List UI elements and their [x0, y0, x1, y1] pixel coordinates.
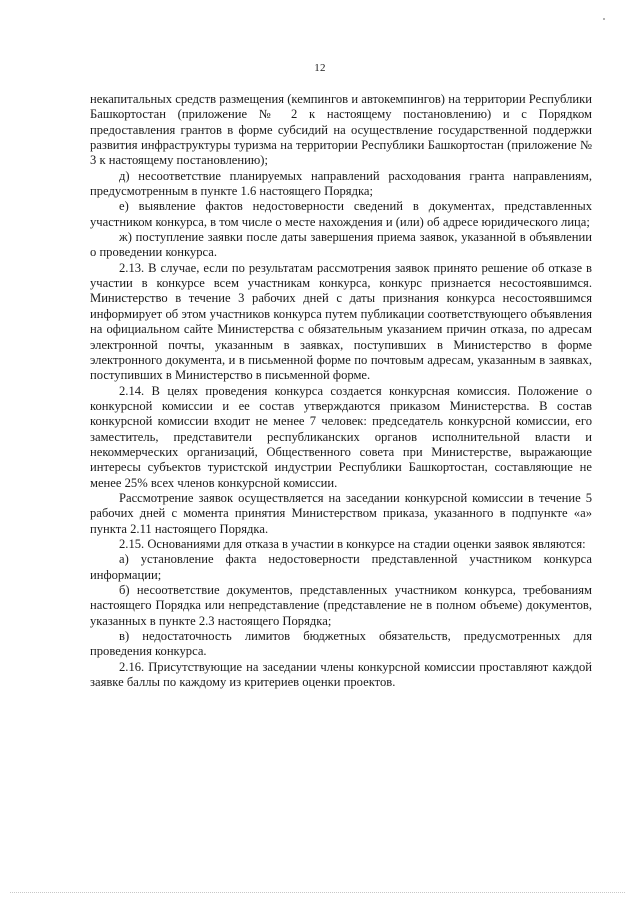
page-number: 12: [314, 62, 326, 74]
paragraph-review: Рассмотрение заявок осуществляется на заседании конкурсной комиссии в течение 5 рабочих дней с момента принятия Министерством приказа, указанного в подпункте «а» пункта 2.11 настоящего Порядка.: [90, 490, 592, 536]
paragraph-item-e: е) выявление фактов недостоверности сведений в документах, представленных участником конкурса, в том числе о месте нахождения и (или) об адресе юридического лица;: [90, 199, 592, 229]
paragraph-2-13: 2.13. В случае, если по результатам рассмотрения заявок принято решение об отказе в участии в конкурсе всем участникам конкурса, конкурс признается несостоявшимся. Министерство в течение 3 рабочих дней с даты признания конкурса несостоявшимся информирует об этом участников конкурса путем публикации соответствующего объявления на официальном сайте Министерства с обязательным указанием причин отказа, по адресам электронной почты, указанным в заявках, поступивших в Министерство в форме электронного документа, и в письменной форме по почтовым адресам, указанным в заявках, поступивших в Министерство в письменной форме.: [90, 260, 592, 383]
paragraph-2-16: 2.16. Присутствующие на заседании члены конкурсной комиссии проставляют каждой заявке баллы по каждому из критериев оценки проектов.: [90, 659, 592, 690]
scan-speck-top-right: [603, 18, 605, 20]
paragraph-item-v: в) недостаточность лимитов бюджетных обязательств, предусмотренных для проведения конкурса.: [90, 629, 592, 659]
scan-edge-noise: [10, 892, 625, 894]
document-body: [90, 92, 592, 690]
paragraph-2-14: 2.14. В целях проведения конкурса создается конкурсная комиссия. Положение о конкурсной комиссии и ее состав утверждаются приказом Министерства. В состав конкурсной комиссии входит не менее 7 человек: председатель конкурсной комиссии, его заместитель, представители республиканских органов исполнительной власти и некоммерческих организаций, Общественного совета при Министерстве, выражающие интересы субъектов туристской индустрии Республики Башкортостан, составляющие не менее 25% всех членов конкурсной комиссии.: [90, 383, 592, 490]
paragraph-continuation: некапитальных средств размещения (кемпингов и автокемпингов) на территории Республики Башкортостан (приложение № 2 к настоящему постановлению) и с Порядком предоставления грантов в форме субсидий на осуществление государственной поддержки развития инфраструктуры туризма на территории Республики Башкортостан (приложение № 3 к настоящему постановлению);: [90, 92, 592, 168]
paragraph-item-zh: ж) поступление заявки после даты завершения приема заявок, указанной в объявлении о проведении конкурса.: [90, 230, 592, 260]
paragraph-item-d: д) несоответствие планируемых направлений расходования гранта направлениям, предусмотренным в пункте 1.6 настоящего Порядка;: [90, 168, 592, 199]
paragraph-2-15: 2.15. Основаниями для отказа в участии в конкурсе на стадии оценки заявок являются:: [119, 536, 586, 551]
paragraph-item-b: б) несоответствие документов, представленных участником конкурса, требованиям настоящего Порядка или непредставление (представление не в полном объеме) документов, указанных в пункте 2.3 настоящего Порядка;: [90, 583, 592, 628]
paragraph-item-a: а) установление факта недостоверности представленной участником конкурса информации;: [90, 552, 592, 582]
